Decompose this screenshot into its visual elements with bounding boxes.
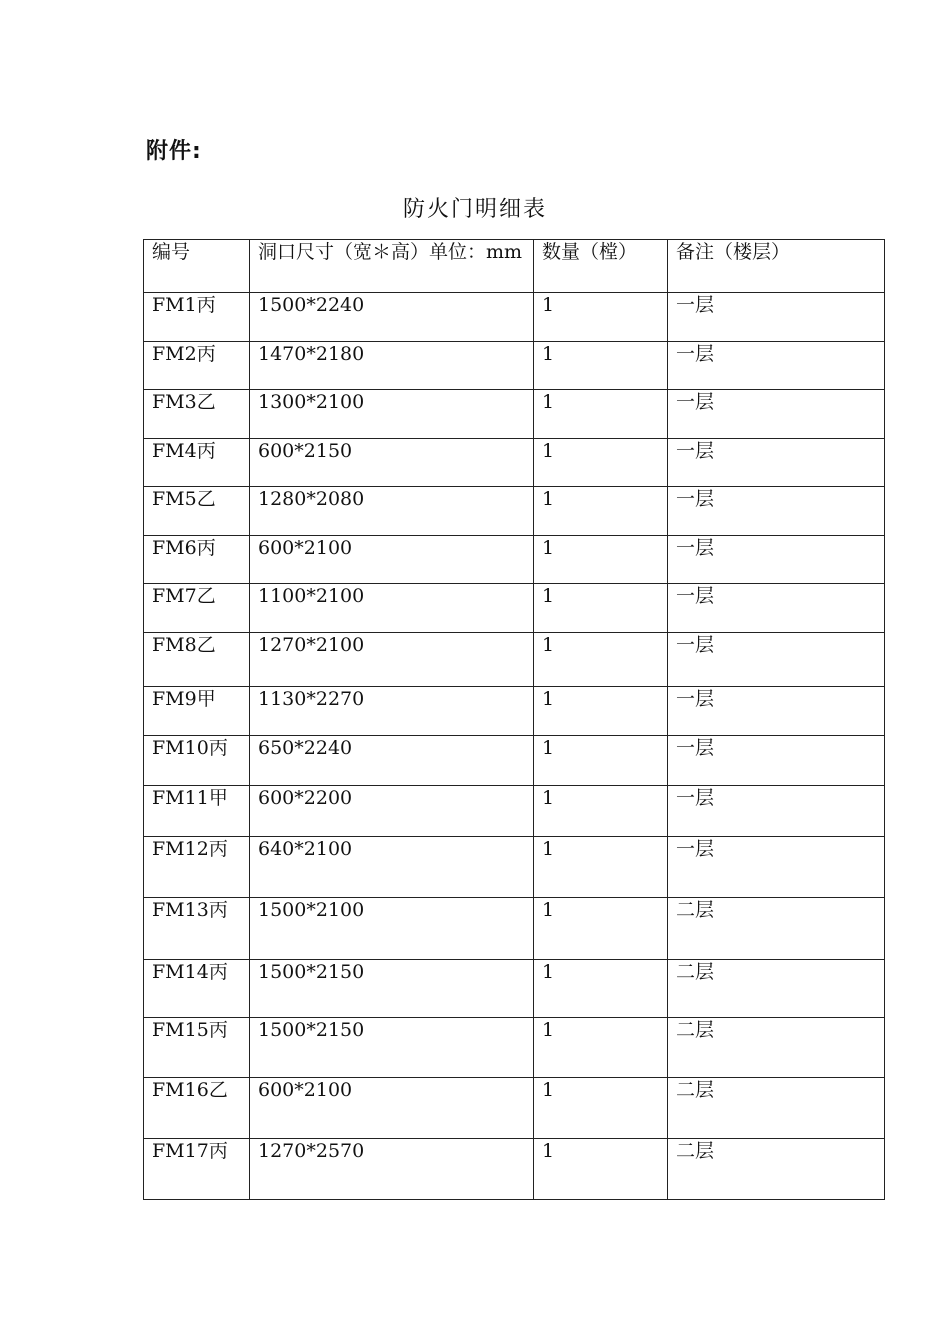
- cell-remark: 一层: [668, 390, 885, 439]
- table-row: [144, 439, 885, 487]
- table-title: 防火门明细表: [402, 197, 547, 222]
- cell-size: 600*2150: [250, 439, 534, 487]
- cell-size: 640*2100: [250, 837, 534, 898]
- cell-size: 1130*2270: [250, 687, 534, 736]
- cell-size: 1270*2570: [250, 1139, 534, 1200]
- table-row: [144, 960, 885, 1018]
- cell-remark: 一层: [668, 342, 885, 390]
- cell-size: 1100*2100: [250, 584, 534, 633]
- header-cell-quantity: 数量（樘）: [534, 240, 668, 293]
- cell-number: FM5乙: [144, 487, 250, 536]
- cell-quantity: 1: [534, 786, 668, 837]
- cell-remark: 一层: [668, 786, 885, 837]
- cell-quantity: 1: [534, 293, 668, 342]
- cell-remark: 二层: [668, 1139, 885, 1200]
- cell-number: FM16乙: [144, 1078, 250, 1139]
- cell-number: FM10丙: [144, 736, 250, 786]
- cell-number: FM4丙: [144, 439, 250, 487]
- cell-size: 650*2240: [250, 736, 534, 786]
- cell-quantity: 1: [534, 898, 668, 960]
- cell-remark: 二层: [668, 1078, 885, 1139]
- cell-number: FM12丙: [144, 837, 250, 898]
- cell-number: FM2丙: [144, 342, 250, 390]
- table-row: [144, 687, 885, 736]
- fire-door-table: [143, 239, 885, 1200]
- table-row: [144, 898, 885, 960]
- cell-size: 1270*2100: [250, 633, 534, 687]
- table-row: [144, 390, 885, 439]
- cell-size: 1500*2100: [250, 898, 534, 960]
- cell-remark: 一层: [668, 487, 885, 536]
- cell-quantity: 1: [534, 1018, 668, 1078]
- table-row: [144, 584, 885, 633]
- attachment-heading: 附件:: [146, 139, 202, 164]
- cell-size: 1500*2150: [250, 960, 534, 1018]
- cell-remark: 二层: [668, 960, 885, 1018]
- cell-quantity: 1: [534, 1078, 668, 1139]
- cell-remark: 一层: [668, 736, 885, 786]
- cell-remark: 一层: [668, 293, 885, 342]
- cell-size: 1500*2240: [250, 293, 534, 342]
- cell-number: FM14丙: [144, 960, 250, 1018]
- cell-size: 1470*2180: [250, 342, 534, 390]
- table-header-row: [144, 240, 885, 293]
- cell-quantity: 1: [534, 736, 668, 786]
- table-row: [144, 736, 885, 786]
- cell-quantity: 1: [534, 487, 668, 536]
- table-row: [144, 1139, 885, 1200]
- cell-number: FM8乙: [144, 633, 250, 687]
- table-row: [144, 487, 885, 536]
- cell-number: FM7乙: [144, 584, 250, 633]
- cell-number: FM6丙: [144, 536, 250, 584]
- cell-size: 600*2200: [250, 786, 534, 837]
- cell-quantity: 1: [534, 536, 668, 584]
- cell-number: FM17丙: [144, 1139, 250, 1200]
- cell-number: FM11甲: [144, 786, 250, 837]
- cell-quantity: 1: [534, 584, 668, 633]
- cell-quantity: 1: [534, 390, 668, 439]
- cell-remark: 二层: [668, 1018, 885, 1078]
- cell-size: 1280*2080: [250, 487, 534, 536]
- cell-remark: 一层: [668, 687, 885, 736]
- cell-quantity: 1: [534, 439, 668, 487]
- cell-quantity: 1: [534, 960, 668, 1018]
- cell-number: FM15丙: [144, 1018, 250, 1078]
- cell-remark: 一层: [668, 837, 885, 898]
- cell-remark: 二层: [668, 898, 885, 960]
- cell-number: FM13丙: [144, 898, 250, 960]
- cell-number: FM3乙: [144, 390, 250, 439]
- cell-number: FM1丙: [144, 293, 250, 342]
- cell-remark: 一层: [668, 633, 885, 687]
- cell-remark: 一层: [668, 536, 885, 584]
- cell-quantity: 1: [534, 687, 668, 736]
- cell-quantity: 1: [534, 342, 668, 390]
- header-cell-remark: 备注（楼层）: [668, 240, 885, 293]
- table-row: [144, 1078, 885, 1139]
- header-cell-number: 编号: [144, 240, 250, 293]
- cell-remark: 一层: [668, 584, 885, 633]
- cell-size: 1300*2100: [250, 390, 534, 439]
- cell-quantity: 1: [534, 1139, 668, 1200]
- cell-size: 600*2100: [250, 536, 534, 584]
- cell-quantity: 1: [534, 837, 668, 898]
- cell-size: 1500*2150: [250, 1018, 534, 1078]
- table-row: [144, 1018, 885, 1078]
- table-row: [144, 633, 885, 687]
- cell-quantity: 1: [534, 633, 668, 687]
- table-row: [144, 536, 885, 584]
- cell-size: 600*2100: [250, 1078, 534, 1139]
- header-cell-size: 洞口尺寸（宽＊高）单位：mm: [250, 240, 534, 293]
- table-row: [144, 837, 885, 898]
- table-row: [144, 293, 885, 342]
- table-row: [144, 342, 885, 390]
- cell-remark: 一层: [668, 439, 885, 487]
- table-row: [144, 786, 885, 837]
- cell-number: FM9甲: [144, 687, 250, 736]
